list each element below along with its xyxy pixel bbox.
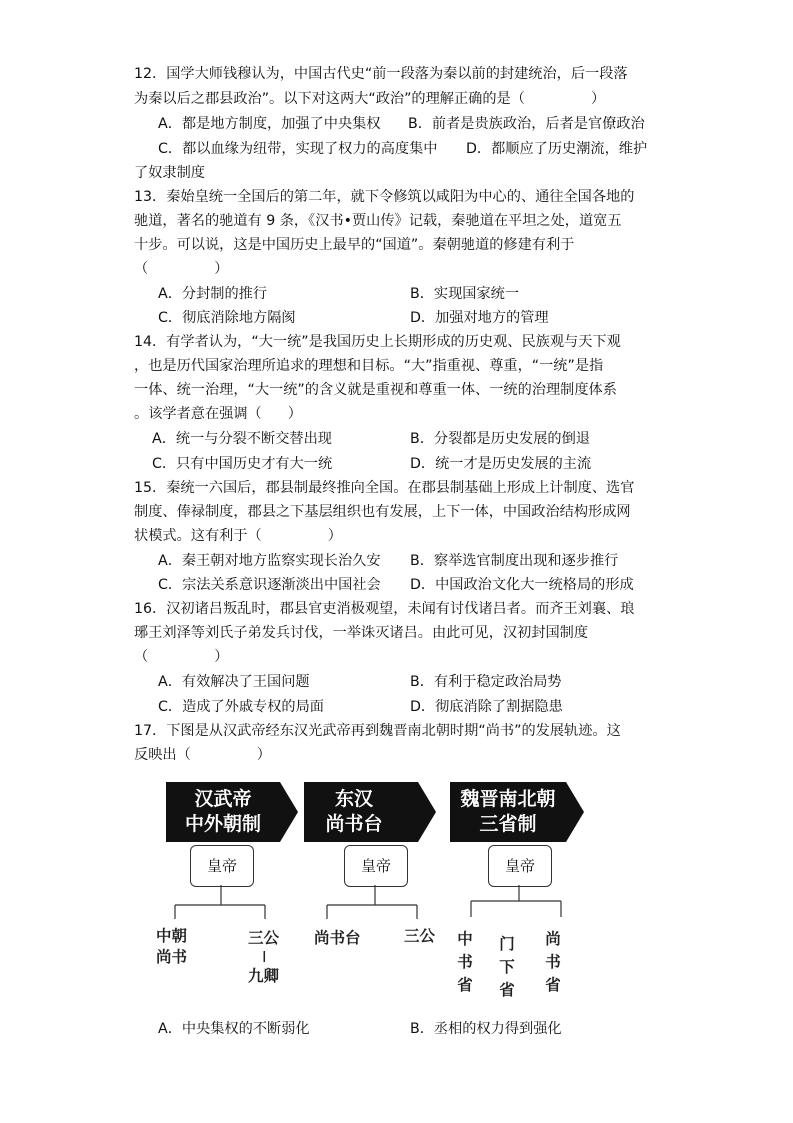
q14-stem-line3: 一体、统一治理，“大一统”的含义就是重视和尊重一体、一统的治理制度体系 [134,382,617,398]
q17-stem-line2: 反映出（ ） [134,747,271,763]
panel-han-wudi-arrow [166,782,298,842]
q16-option-a[interactable]: A．有效解决了王国问题 [158,674,310,690]
q15-stem-line1: 15．秦统一六国后，郡县制最终推向全国。在郡县制基础上形成上计制度、选官 [134,480,635,496]
q15-stem-line3: 状模式。这有利于（ ） [134,528,342,544]
panel-weijin-shangshu: 尚书省 [545,930,561,994]
q13-answer-paren: （ ） [134,261,229,277]
panel-donghan-title: 东汉 [334,788,373,810]
panel-donghan-emperor: 皇帝 [344,845,408,887]
panel-weijin-zhongshu: 中书省 [457,930,473,994]
q15-option-c[interactable]: C．宗法关系意识逐渐淡出中国社会 [158,577,381,593]
q16-answer-paren: （ ） [134,649,229,665]
panel-han-wudi-emperor: 皇帝 [190,845,254,887]
panel-han-wudi-bracket [170,885,270,920]
q14-option-c[interactable]: C．只有中国历史才有大一统 [152,456,333,472]
q12-option-d-cont: 了奴隶制度 [134,165,205,181]
q14-stem-line2: ，也是历代国家治理所追求的理想和目标。“大”指重视、尊重，“一统”是指 [134,358,604,374]
q14-option-a[interactable]: A．统一与分裂不断交替出现 [152,431,332,447]
panel-weijin-subtitle: 三省制 [479,813,537,835]
q14-stem-line4: 。该学者意在强调（ ） [134,406,302,422]
panel-han-wudi-sangong: 三公 [248,929,280,947]
panel-weijin-title: 魏晋南北朝 [460,788,556,810]
q13-stem-line3: 十步。可以说，这是中国历史上最早的“国道”。秦朝驰道的修建有利于 [134,237,575,253]
q13-stem-line1: 13．秦始皇统一全国后的第二年，就下令修筑以咸阳为中心的、通往全国各地的 [134,189,635,205]
panel-donghan-subtitle: 尚书台 [325,813,383,835]
q12-option-a[interactable]: A．都是地方制度，加强了中央集权 [158,116,381,132]
panel-weijin-arrow [450,782,584,842]
panel-weijin-bracket [465,885,567,920]
q13-option-b[interactable]: B．实现国家统一 [410,286,520,302]
panel-donghan-bracket [322,885,422,920]
panel-han-wudi-title: 汉武帝 [194,788,252,810]
panel-donghan-shangshutai: 尚书台 [314,929,361,947]
q16-option-c[interactable]: C．造成了外戚专权的局面 [158,699,324,715]
q16-stem-line2: 琊王刘泽等刘氏子弟发兵讨伐，一举诛灭诸吕。由此可见，汉初封国制度 [134,625,589,641]
q13-option-c[interactable]: C．彻底消除地方隔阂 [158,310,296,326]
panel-han-wudi-jiuqing: 九卿 [248,967,280,985]
q14-stem-line1: 14．有学者认为，“大一统”是我国历史上长期形成的历史观、民族观与天下观 [134,334,621,350]
q14-option-d[interactable]: D．统一才是历史发展的主流 [410,456,592,472]
q12-stem-line1: 12．国学大师钱穆认为，中国古代史“前一段落为秦以前的封建统治，后一段落 [134,66,628,82]
panel-han-wudi-connector: I [262,948,267,966]
q17-option-a[interactable]: A．中央集权的不断弱化 [158,1021,310,1037]
panel-weijin-emperor: 皇帝 [488,845,552,887]
q12-stem-line2: 为秦以后之郡县政治”。以下对这两大“政治”的理解正确的是（ ） [134,91,606,107]
q12-option-d[interactable]: D．都顺应了历史潮流，维护 [466,141,648,157]
panel-han-wudi-inner-court: 中朝 尚书 [156,927,188,966]
q17-stem-line1: 17．下图是从汉武帝经东汉光武帝再到魏晋南北朝时期“尚书”的发展轨迹。这 [134,723,621,739]
q16-stem-line1: 16．汉初诸吕叛乱时，郡县官吏消极观望，未闻有讨伐诸吕者。而齐王刘襄、琅 [134,601,635,617]
q16-option-d[interactable]: D．彻底消除了割据隐患 [410,699,563,715]
q12-option-c[interactable]: C．都以血缘为纽带，实现了权力的高度集中 [158,141,438,157]
q15-option-a[interactable]: A．秦王朝对地方监察实现长治久安 [158,553,381,569]
q14-option-b[interactable]: B．分裂都是历史发展的倒退 [410,431,590,447]
q15-stem-line2: 制度、俸禄制度，郡县之下基层组织也有发展，上下一体，中国政治结构形成网 [134,504,631,520]
panel-weijin-menxia: 门下省 [499,935,515,999]
q12-option-b[interactable]: B．前者是贵族政治，后者是官僚政治 [408,116,645,132]
q13-option-d[interactable]: D．加强对地方的管理 [410,310,549,326]
q15-option-b[interactable]: B．察举选官制度出现和逐步推行 [410,553,619,569]
q13-option-a[interactable]: A．分封制的推行 [158,286,268,302]
q17-option-b[interactable]: B．丞相的权力得到强化 [410,1021,562,1037]
panel-han-wudi-subtitle: 中外朝制 [184,813,261,835]
panel-donghan-sangong: 三公 [404,927,436,945]
q16-option-b[interactable]: B．有利于稳定政治局势 [410,674,562,690]
q15-option-d[interactable]: D．中国政治文化大一统格局的形成 [410,577,634,593]
q13-stem-line2: 驰道，著名的驰道有 9 条，《汉书•贾山传》记载，秦驰道在平坦之处，道宽五 [134,213,622,229]
panel-donghan-arrow [304,782,436,842]
